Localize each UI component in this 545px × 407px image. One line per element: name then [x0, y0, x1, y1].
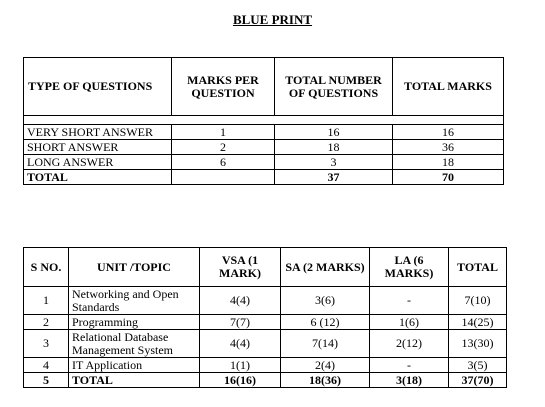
total-marks: 70: [393, 170, 504, 185]
spacer-cell: [24, 116, 504, 125]
row-total: 7(10): [449, 287, 507, 315]
table-row: [24, 140, 504, 155]
row-total: 14(25): [449, 315, 507, 330]
row-vsa: 1(1): [200, 358, 281, 373]
row-s-no: 5: [24, 373, 69, 388]
table-total-row: [24, 373, 507, 388]
header-la: LA (6 MARKS): [370, 248, 449, 287]
row-sa: 6 (12): [281, 315, 370, 330]
row-marks-per-question: 1: [172, 125, 275, 140]
row-total: 37(70): [449, 373, 507, 388]
table-header-row: [24, 248, 507, 287]
table-total-row: [24, 170, 504, 185]
row-la: 3(18): [370, 373, 449, 388]
row-type: LONG ANSWER: [24, 155, 172, 170]
row-total-marks: 36: [393, 140, 504, 155]
table-row: [24, 287, 507, 315]
spacer-row: [24, 116, 504, 125]
row-la: 1(6): [370, 315, 449, 330]
table-row: [24, 330, 507, 358]
header-total: TOTAL: [449, 248, 507, 287]
row-total-questions: 3: [275, 155, 393, 170]
blueprint-question-type-table: [23, 57, 504, 185]
row-total: 13(30): [449, 330, 507, 358]
row-unit-topic: Relational Database Management System: [69, 330, 200, 358]
row-unit-topic: Networking and Open Standards: [69, 287, 200, 315]
total-questions: 37: [275, 170, 393, 185]
row-la: -: [370, 358, 449, 373]
row-s-no: 1: [24, 287, 69, 315]
header-type-of-questions: TYPE OF QUESTIONS: [24, 58, 172, 116]
blueprint-unit-table: [23, 247, 507, 388]
row-vsa: 4(4): [200, 330, 281, 358]
row-vsa: 7(7): [200, 315, 281, 330]
row-type: VERY SHORT ANSWER: [24, 125, 172, 140]
row-type: SHORT ANSWER: [24, 140, 172, 155]
row-unit-topic: TOTAL: [69, 373, 200, 388]
row-vsa: 16(16): [200, 373, 281, 388]
row-marks-per-question: 6: [172, 155, 275, 170]
header-vsa: VSA (1 MARK): [200, 248, 281, 287]
row-sa: 7(14): [281, 330, 370, 358]
row-total-marks: 18: [393, 155, 504, 170]
header-unit-topic: UNIT /TOPIC: [69, 248, 200, 287]
row-s-no: 2: [24, 315, 69, 330]
table-header-row: [24, 58, 504, 116]
row-la: 2(12): [370, 330, 449, 358]
row-vsa: 4(4): [200, 287, 281, 315]
table-row: [24, 155, 504, 170]
row-s-no: 3: [24, 330, 69, 358]
row-sa: 3(6): [281, 287, 370, 315]
row-unit-topic: Programming: [69, 315, 200, 330]
page-title: BLUE PRINT: [232, 12, 313, 27]
row-total-questions: 18: [275, 140, 393, 155]
header-marks-per-question: MARKS PER QUESTION: [172, 58, 275, 116]
total-marks-per-question: [172, 170, 275, 185]
row-total-questions: 16: [275, 125, 393, 140]
row-s-no: 4: [24, 358, 69, 373]
row-sa: 18(36): [281, 373, 370, 388]
header-total-number-of-questions: TOTAL NUMBER OF QUESTIONS: [275, 58, 393, 116]
table-row: [24, 125, 504, 140]
header-sa: SA (2 MARKS): [281, 248, 370, 287]
row-total-marks: 16: [393, 125, 504, 140]
header-s-no: S NO.: [24, 248, 69, 287]
total-label: TOTAL: [24, 170, 172, 185]
row-marks-per-question: 2: [172, 140, 275, 155]
table-row: [24, 315, 507, 330]
header-total-marks: TOTAL MARKS: [393, 58, 504, 116]
table-row: [24, 358, 507, 373]
row-total: 3(5): [449, 358, 507, 373]
row-unit-topic: IT Application: [69, 358, 200, 373]
row-la: -: [370, 287, 449, 315]
row-sa: 2(4): [281, 358, 370, 373]
